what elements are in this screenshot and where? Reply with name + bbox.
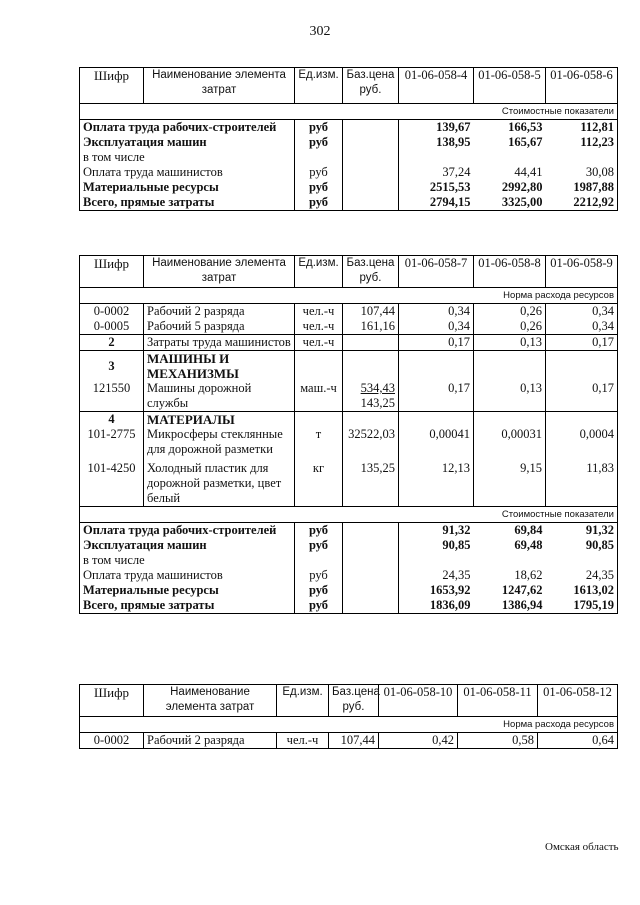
table-row <box>80 381 618 412</box>
cost-table-2 <box>79 255 618 614</box>
header-unit: Ед.изм. <box>277 685 329 717</box>
row-name: Эксплуатация машин <box>80 135 295 150</box>
row-unit: чел.-ч <box>277 733 329 749</box>
row-name: Рабочий 5 разряда <box>144 319 295 335</box>
table-header <box>80 68 618 104</box>
row-code: 0-0002 <box>80 733 144 749</box>
row-value: 139,67 <box>399 120 474 136</box>
row-unit: руб <box>295 165 343 180</box>
table-row <box>80 427 618 457</box>
table-row <box>80 304 618 320</box>
row-code: 121550 <box>80 381 144 412</box>
row-value: 0,17 <box>546 381 618 412</box>
header-code: 01-06-058-12 <box>538 685 618 717</box>
row-price: 534,43 <box>360 381 395 395</box>
section-label-row <box>80 717 618 733</box>
header-sifr: Шифр <box>80 685 144 717</box>
header-sifr: Шифр <box>80 256 144 288</box>
row-value: 0,34 <box>399 319 474 335</box>
row-unit: маш.-ч <box>295 381 343 412</box>
row-value: 1795,19 <box>546 598 618 614</box>
table-row <box>80 598 618 614</box>
row-unit: руб <box>295 538 343 553</box>
row-name: Всего, прямые затраты <box>80 195 295 211</box>
row-value: 1386,94 <box>474 598 546 614</box>
row-value: 0,13 <box>474 381 546 412</box>
section-label: Стоимостные показатели <box>80 507 618 523</box>
section-label: Норма расхода ресурсов <box>80 717 618 733</box>
row-value: 2212,92 <box>546 195 618 211</box>
section-label-row <box>80 104 618 120</box>
row-value: 0,17 <box>399 335 474 351</box>
row-name: Затраты труда машинистов <box>144 335 295 351</box>
section-label-row <box>80 507 618 523</box>
row-value: 1987,88 <box>546 180 618 195</box>
row-name: в том числе <box>80 553 295 568</box>
row-value: 3325,00 <box>474 195 546 211</box>
row-name: Всего, прямые затраты <box>80 598 295 614</box>
header-code: 01-06-058-11 <box>458 685 538 717</box>
row-name: Рабочий 2 разряда <box>144 733 277 749</box>
row-unit: руб <box>295 195 343 211</box>
footer-region: Омская область <box>545 841 619 853</box>
row-name: в том числе <box>80 150 295 165</box>
row-code: 3 <box>80 351 144 382</box>
section-label: Стоимостные показатели <box>80 104 618 120</box>
row-name: Машины дорожной службы <box>144 381 295 412</box>
row-value: 0,00041 <box>399 427 474 457</box>
row-value: 37,24 <box>399 165 474 180</box>
table-row <box>80 523 618 539</box>
row-unit: т <box>295 427 343 457</box>
row-price: 32522,03 <box>343 427 399 457</box>
table-row <box>80 733 618 749</box>
row-value: 2794,15 <box>399 195 474 211</box>
header-price: Баз.цена руб. <box>329 685 379 717</box>
row-value: 0,34 <box>546 304 618 320</box>
row-code: 101-2775 <box>80 427 144 457</box>
header-code: 01-06-058-10 <box>379 685 458 717</box>
row-value: 24,35 <box>399 568 474 583</box>
row-name: Материальные ресурсы <box>80 583 295 598</box>
row-name: Оплата труда машинистов <box>80 165 295 180</box>
row-value: 165,67 <box>508 135 543 149</box>
row-value: 166,53 <box>508 120 543 134</box>
row-unit: кг <box>295 457 343 507</box>
row-value: 1613,02 <box>546 583 618 598</box>
row-value: 69,48 <box>514 538 543 552</box>
row-value: 18,62 <box>514 568 543 582</box>
header-code: 01-06-058-6 <box>546 68 618 104</box>
row-value: 91,32 <box>399 523 474 539</box>
table-row <box>80 568 618 583</box>
row-name: МАШИНЫ И МЕХАНИЗМЫ <box>144 351 295 382</box>
row-name: Оплата труда рабочих-строителей <box>80 523 295 539</box>
row-value: 91,32 <box>546 523 618 539</box>
table-row <box>80 319 618 335</box>
row-value: 112,81 <box>546 120 618 136</box>
row-value: 112,23 <box>546 135 618 150</box>
table-row <box>80 180 618 195</box>
table-row <box>80 583 618 598</box>
header-unit: Ед.изм. <box>295 256 343 288</box>
cost-table-1 <box>79 67 618 211</box>
table-header <box>80 256 618 288</box>
table-row <box>80 553 618 568</box>
row-value: 9,15 <box>474 457 546 507</box>
cost-table-3 <box>79 684 618 749</box>
header-name: Наименование элемента затрат <box>144 685 277 717</box>
header-sifr: Шифр <box>80 68 144 104</box>
table-row <box>80 195 618 211</box>
header-code: 01-06-058-4 <box>399 68 474 104</box>
row-value: 0,26 <box>474 304 546 320</box>
row-price: 107,44 <box>329 733 379 749</box>
row-value: 2515,53 <box>399 180 474 195</box>
row-value: 0,42 <box>379 733 458 749</box>
table-row <box>80 412 618 428</box>
table-row <box>80 351 618 382</box>
row-value: 90,85 <box>546 538 618 553</box>
table-row <box>80 457 618 507</box>
header-code: 01-06-058-5 <box>474 68 546 104</box>
row-value: 12,13 <box>399 457 474 507</box>
row-name: Оплата труда рабочих-строителей <box>80 120 295 136</box>
row-unit: руб <box>295 120 343 136</box>
row-unit: руб <box>295 523 343 539</box>
row-unit: руб <box>295 598 343 614</box>
row-unit: чел.-ч <box>295 335 343 351</box>
row-unit: руб <box>295 568 343 583</box>
row-name: Оплата труда машинистов <box>80 568 295 583</box>
row-value: 30,08 <box>546 165 618 180</box>
table-row <box>80 165 618 180</box>
table-row <box>80 135 618 150</box>
row-value: 1836,09 <box>399 598 474 614</box>
row-value: 0,34 <box>546 319 618 335</box>
row-value: 0,17 <box>546 335 618 351</box>
header-price: Баз.цена руб. <box>343 256 399 288</box>
row-unit: чел.-ч <box>295 304 343 320</box>
row-value: 1247,62 <box>501 583 543 597</box>
row-unit: руб <box>295 180 343 195</box>
row-price: 161,16 <box>343 319 399 335</box>
row-value: 69,84 <box>514 523 543 537</box>
row-code: 2 <box>80 335 144 351</box>
row-value: 0,13 <box>474 335 546 351</box>
row-value: 90,85 <box>399 538 474 553</box>
row-value: 0,26 <box>474 319 546 335</box>
row-name: Эксплуатация машин <box>80 538 295 553</box>
header-code: 01-06-058-8 <box>474 256 546 288</box>
header-unit: Ед.изм. <box>295 68 343 104</box>
row-code: 4 <box>80 412 144 428</box>
row-value: 2992,80 <box>501 180 543 194</box>
row-name: МАТЕРИАЛЫ <box>144 412 295 428</box>
row-price-secondary: 143,25 <box>360 396 395 410</box>
table-row <box>80 335 618 351</box>
row-value: 0,17 <box>399 381 474 412</box>
table-row <box>80 150 618 165</box>
row-value: 0,64 <box>538 733 618 749</box>
row-name: Микросферы стеклянные для дорожной разметки <box>144 427 295 457</box>
header-code: 01-06-058-7 <box>399 256 474 288</box>
header-name: Наименование элемента затрат <box>144 68 295 104</box>
section-label: Норма расхода ресурсов <box>80 288 618 304</box>
row-unit: руб <box>295 583 343 598</box>
row-value: 0,00031 <box>474 427 546 457</box>
row-code: 0-0002 <box>80 304 144 320</box>
row-value: 1653,92 <box>399 583 474 598</box>
row-value: 11,83 <box>546 457 618 507</box>
row-value: 0,34 <box>399 304 474 320</box>
row-value: 138,95 <box>399 135 474 150</box>
row-name: Материальные ресурсы <box>80 180 295 195</box>
page-number: 302 <box>309 24 331 39</box>
row-price: 135,25 <box>343 457 399 507</box>
table-row <box>80 120 618 136</box>
row-name: Холодный пластик для дорожной разметки, цвет белый <box>144 457 295 507</box>
table-row <box>80 538 618 553</box>
row-value: 24,35 <box>546 568 618 583</box>
row-value: 0,58 <box>458 733 538 749</box>
row-value: 44,41 <box>514 165 543 179</box>
table-header <box>80 685 618 717</box>
row-code: 0-0005 <box>80 319 144 335</box>
header-price: Баз.цена руб. <box>343 68 399 104</box>
row-unit: чел.-ч <box>295 319 343 335</box>
section-label-row <box>80 288 618 304</box>
row-value: 0,0004 <box>546 427 618 457</box>
header-code: 01-06-058-9 <box>546 256 618 288</box>
row-name: Рабочий 2 разряда <box>144 304 295 320</box>
header-name: Наименование элемента затрат <box>144 256 295 288</box>
row-unit: руб <box>295 135 343 150</box>
row-code: 101-4250 <box>80 457 144 507</box>
row-price: 107,44 <box>343 304 399 320</box>
